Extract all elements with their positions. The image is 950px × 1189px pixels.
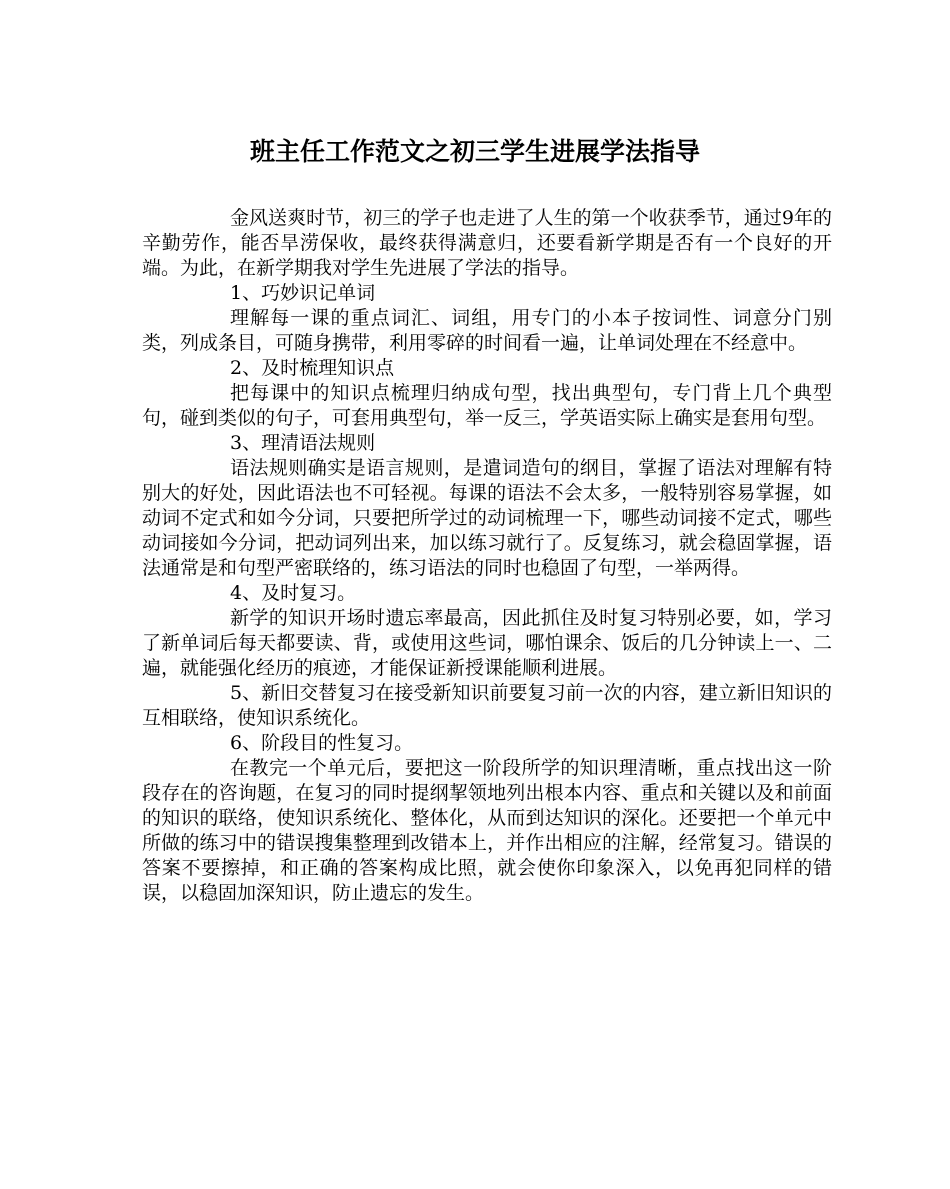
heading-2: 2、及时梳理知识点 bbox=[230, 357, 395, 379]
paragraph-intro: 金风送爽时节，初三的学子也走进了人生的第一个收获季节，通过9年的辛勤劳作，能否旱涝保收，最终获得满意归，还要看新学期是否有一个良好的开端。为此，在新学期我对学生先进展了学法的指导。 bbox=[142, 207, 832, 279]
paragraph-3: 语法规则确实是语言规则，是遣词造句的纲目，掌握了语法对理解有特别大的好处，因此语法也不可轻视。每课的语法不会太多，一般特别容易掌握，如动词不定式和如今分词，只要把所学过的动词梳理一下，哪些动词接不定式，哪些动词接如今分词，把动词列出来，加以练习就行了。反复练习，就会稳固掌握，语法通常是和句型严密联络的，练习语法的同时也稳固了句型，一举两得。 bbox=[142, 457, 832, 579]
heading-4: 4、及时复习。 bbox=[230, 582, 357, 604]
document-body bbox=[142, 206, 832, 906]
paragraph-5: 5、新旧交替复习在接受新知识前要复习前一次的内容，建立新旧知识的互相联络，使知识系统化。 bbox=[142, 682, 832, 729]
heading-6: 6、阶段目的性复习。 bbox=[230, 732, 414, 754]
heading-3: 3、理清语法规则 bbox=[230, 432, 376, 454]
heading-1: 1、巧妙识记单词 bbox=[230, 282, 376, 304]
document-title: 班主任工作范文之初三学生进展学法指导 bbox=[249, 137, 700, 166]
paragraph-6: 在教完一个单元后，要把这一阶段所学的知识理清晰，重点找出这一阶段存在的咨询题，在复习的同时提纲挈领地列出根本内容、重点和关键以及和前面的知识的联络，使知识系统化、整体化，从而到达知识的深化。还要把一个单元中所做的练习中的错误搜集整理到改错本上，并作出相应的注解，经常复习。错误的答案不要擦掉，和正确的答案构成比照，就会使你印象深入，以免再犯同样的错误，以稳固加深知识，防止遗忘的发生。 bbox=[142, 757, 832, 904]
paragraph-4: 新学的知识开场时遗忘率最高，因此抓住及时复习特别必要，如，学习了新单词后每天都要读、背，或使用这些词，哪怕课余、饭后的几分钟读上一、二遍，就能强化经历的痕迹，才能保证新授课能顺利进展。 bbox=[142, 607, 832, 679]
paragraph-2: 把每课中的知识点梳理归纳成句型，找出典型句，专门背上几个典型句，碰到类似的句子，可套用典型句，举一反三，学英语实际上确实是套用句型。 bbox=[142, 382, 832, 429]
paragraph-1: 理解每一课的重点词汇、词组，用专门的小本子按词性、词意分门别类，列成条目，可随身携带，利用零碎的时间看一遍，让单词处理在不经意中。 bbox=[142, 307, 832, 354]
